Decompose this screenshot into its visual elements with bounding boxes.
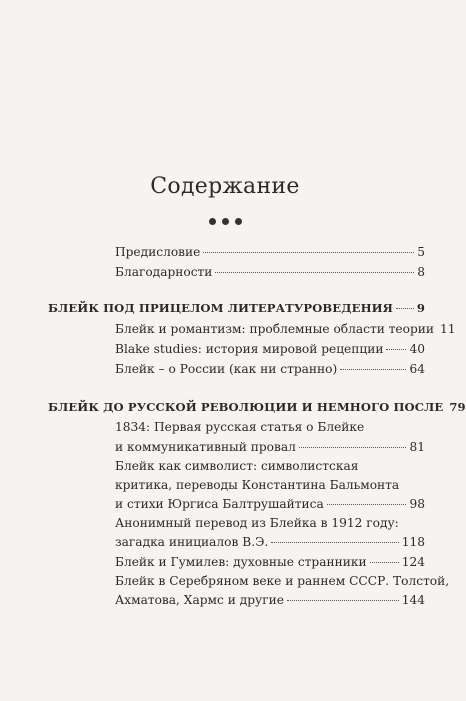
toc-entry-blake-studies: Blake studies: история мировой рецепции 40: [115, 342, 425, 356]
toc-entry-1834-line1: 1834: Первая русская статья о Блейке: [115, 420, 365, 434]
toc-entry-blake-russia: Блейк – о России (как ни странно) 64: [115, 362, 425, 376]
toc-entry-silver-age-line1: Блейк в Серебряном веке и раннем СССР. Толстой,: [115, 574, 450, 588]
toc-entry-1912-line1: Анонимный перевод из Блейка в 1912 году:: [115, 516, 399, 530]
toc-entry-gumilev: Блейк и Гумилев: духовные странники 124: [115, 555, 425, 569]
toc-entry-silver-age: Ахматова, Хармс и другие 144: [115, 593, 425, 607]
toc-entry-preface: Предисловие 5: [115, 245, 425, 259]
toc-part-1: БЛЕЙК ПОД ПРИЦЕЛОМ ЛИТЕРАТУРОВЕДЕНИЯ 9: [48, 301, 425, 315]
ornament-dots: [0, 218, 450, 225]
page-title: Содержание: [150, 174, 300, 199]
toc-entry-acknowledgements: Благодарности 8: [115, 265, 425, 279]
toc-entry-symbolist-line2: критика, переводы Константина Бальмонта: [115, 478, 400, 492]
toc-part-2: БЛЕЙК ДО РУССКОЙ РЕВОЛЮЦИИ И НЕМНОГО ПОСЛЕ 79: [48, 400, 466, 414]
toc-entry-symbolist-line1: Блейк как символист: символистская: [115, 459, 359, 473]
toc-entry-romanticism: Блейк и романтизм: проблемные области теории 11: [115, 322, 456, 336]
toc-entry-symbolist: и стихи Юргиса Балтрушайтиса 98: [115, 497, 425, 511]
toc-entry-1834: и коммуникативный провал 81: [115, 440, 425, 454]
toc-entry-1912: загадка инициалов В.Э. 118: [115, 535, 425, 549]
